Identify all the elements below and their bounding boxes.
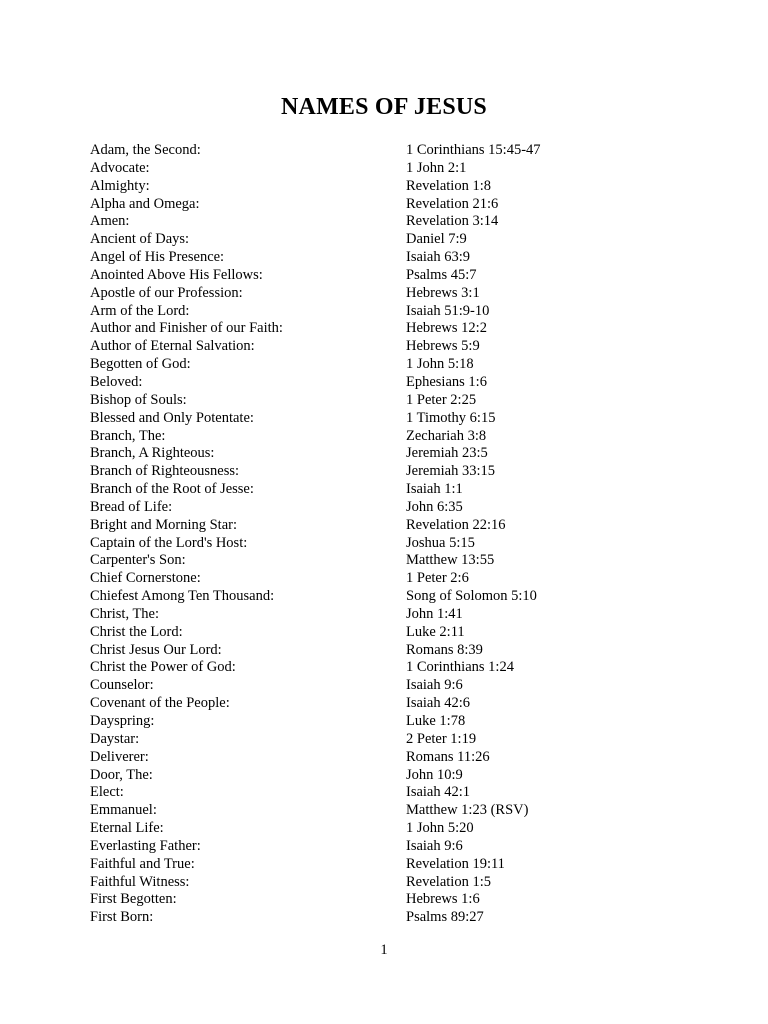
scripture-reference: Daniel 7:9 <box>406 231 467 248</box>
name-label: Adam, the Second: <box>90 142 201 158</box>
list-item <box>90 891 690 909</box>
scripture-reference: Revelation 22:16 <box>406 516 506 533</box>
name-label: Chiefest Among Ten Thousand: <box>90 588 275 605</box>
list-item <box>90 374 690 392</box>
scripture-reference: Jeremiah 33:15 <box>406 463 495 480</box>
name-label: Bread of Life: <box>90 498 173 515</box>
name-label: Everlasting Father: <box>90 837 201 854</box>
list-item <box>90 231 690 249</box>
name-label: Angel of His Presence: <box>90 249 225 266</box>
scripture-reference: Matthew 13:55 <box>406 552 495 569</box>
name-label: Branch of the Root of Jesse: <box>90 481 254 498</box>
name-label: Dayspring: <box>90 713 155 729</box>
name-label: Blessed and Only Potentate: <box>90 409 254 426</box>
name-label: Eternal Life: <box>90 820 164 837</box>
list-item <box>90 178 690 196</box>
name-label: Door, The: <box>90 766 153 783</box>
list-item <box>90 303 690 321</box>
scripture-reference: Joshua 5:15 <box>406 534 475 551</box>
scripture-reference: Isaiah 1:1 <box>406 481 463 498</box>
list-item <box>90 624 690 642</box>
list-item <box>90 320 690 338</box>
list-item <box>90 874 690 892</box>
name-label: Amen: <box>90 213 130 230</box>
scripture-reference: Hebrews 3:1 <box>406 284 480 301</box>
list-item <box>90 642 690 660</box>
scripture-reference: Hebrews 5:9 <box>406 338 480 355</box>
list-item <box>90 338 690 356</box>
scripture-reference: 1 Peter 2:25 <box>406 391 477 408</box>
scripture-reference: Hebrews 12:2 <box>406 320 487 337</box>
scripture-reference: 1 John 5:18 <box>406 356 474 373</box>
list-item <box>90 142 690 160</box>
scripture-reference: John 6:35 <box>406 498 463 515</box>
names-list <box>90 142 690 927</box>
scripture-reference: Isaiah 42:1 <box>406 784 471 801</box>
name-label: Alpha and Omega: <box>90 195 200 212</box>
name-label: Advocate: <box>90 159 150 176</box>
name-label: Branch, A Righteous: <box>90 445 215 462</box>
list-item <box>90 356 690 374</box>
list-item <box>90 659 690 677</box>
scripture-reference: Psalms 45:7 <box>406 266 477 283</box>
scripture-reference: 1 Corinthians 15:45-47 <box>406 142 541 158</box>
scripture-reference: 1 John 2:1 <box>406 159 467 176</box>
name-label: Branch, The: <box>90 427 166 444</box>
list-item <box>90 749 690 767</box>
list-item <box>90 784 690 802</box>
list-item <box>90 267 690 285</box>
name-label: Christ the Lord: <box>90 623 183 640</box>
scripture-reference: Romans 11:26 <box>406 748 490 765</box>
scripture-reference: Zechariah 3:8 <box>406 427 487 444</box>
list-item <box>90 909 690 927</box>
list-item <box>90 677 690 695</box>
name-label: Begotten of God: <box>90 356 191 373</box>
list-item <box>90 213 690 231</box>
page-title: NAMES OF JESUS <box>281 94 487 120</box>
name-label: Author of Eternal Salvation: <box>90 338 255 355</box>
list-item <box>90 517 690 535</box>
scripture-reference: Isaiah 42:6 <box>406 695 471 712</box>
name-label: Deliverer: <box>90 748 149 765</box>
scripture-reference: Psalms 89:27 <box>406 909 484 926</box>
name-label: Emmanuel: <box>90 802 157 819</box>
scripture-reference: 1 John 5:20 <box>406 820 474 837</box>
name-label: Beloved: <box>90 373 143 390</box>
scripture-reference: Isaiah 63:9 <box>406 249 471 266</box>
list-item <box>90 856 690 874</box>
scripture-reference: Revelation 3:14 <box>406 213 499 230</box>
list-item <box>90 499 690 517</box>
list-item <box>90 570 690 588</box>
list-item <box>90 428 690 446</box>
scripture-reference: Revelation 1:5 <box>406 873 491 890</box>
name-label: Christ Jesus Our Lord: <box>90 641 222 658</box>
name-label: Chief Cornerstone: <box>90 570 201 587</box>
scripture-reference: John 10:9 <box>406 766 463 783</box>
list-item <box>90 552 690 570</box>
list-item <box>90 392 690 410</box>
list-item <box>90 838 690 856</box>
scripture-reference: Revelation 19:11 <box>406 855 505 872</box>
scripture-reference: 2 Peter 1:19 <box>406 730 477 747</box>
scripture-reference: Revelation 1:8 <box>406 177 491 194</box>
list-item <box>90 588 690 606</box>
list-item <box>90 410 690 428</box>
scripture-reference: Jeremiah 23:5 <box>406 445 488 462</box>
scripture-reference: Isaiah 9:6 <box>406 837 463 854</box>
scripture-reference: Luke 1:78 <box>406 713 466 729</box>
scripture-reference: Isaiah 9:6 <box>406 677 463 694</box>
scripture-reference: Luke 2:11 <box>406 623 465 640</box>
name-label: Christ, The: <box>90 605 160 622</box>
list-item <box>90 196 690 214</box>
scripture-reference: Revelation 21:6 <box>406 195 499 212</box>
list-item <box>90 731 690 749</box>
list-item <box>90 695 690 713</box>
list-item <box>90 249 690 267</box>
name-label: Arm of the Lord: <box>90 302 190 319</box>
name-label: Elect: <box>90 784 124 801</box>
name-label: Bishop of Souls: <box>90 391 187 408</box>
name-label: Almighty: <box>90 177 150 194</box>
name-label: First Begotten: <box>90 891 177 908</box>
list-item <box>90 606 690 624</box>
name-label: Daystar: <box>90 730 140 747</box>
page-number: 1 <box>380 942 388 958</box>
name-label: Faithful and True: <box>90 855 195 872</box>
name-label: Ancient of Days: <box>90 231 190 248</box>
scripture-reference: Song of Solomon 5:10 <box>406 588 537 605</box>
scripture-reference: 1 Corinthians 1:24 <box>406 659 514 676</box>
name-label: Apostle of our Profession: <box>90 284 243 301</box>
name-label: Anointed Above His Fellows: <box>90 266 263 283</box>
list-item <box>90 445 690 463</box>
list-item <box>90 535 690 553</box>
scripture-reference: 1 Peter 2:6 <box>406 570 469 587</box>
list-item <box>90 463 690 481</box>
list-item <box>90 767 690 785</box>
scripture-reference: Isaiah 51:9-10 <box>406 302 490 319</box>
list-item <box>90 802 690 820</box>
name-label: Carpenter's Son: <box>90 552 186 569</box>
name-label: Author and Finisher of our Faith: <box>90 320 283 337</box>
list-item <box>90 285 690 303</box>
name-label: Captain of the Lord's Host: <box>90 534 248 551</box>
name-label: Bright and Morning Star: <box>90 516 238 533</box>
name-label: Faithful Witness: <box>90 873 190 890</box>
list-item <box>90 713 690 731</box>
name-label: Counselor: <box>90 677 154 694</box>
scripture-reference: Hebrews 1:6 <box>406 891 480 908</box>
scripture-reference: 1 Timothy 6:15 <box>406 409 496 426</box>
list-item <box>90 160 690 178</box>
list-item <box>90 481 690 499</box>
name-label: Branch of Righteousness: <box>90 463 240 480</box>
name-label: Christ the Power of God: <box>90 659 236 676</box>
scripture-reference: Ephesians 1:6 <box>406 373 487 390</box>
scripture-reference: John 1:41 <box>406 605 463 622</box>
name-label: Covenant of the People: <box>90 695 230 712</box>
scripture-reference: Romans 8:39 <box>406 641 483 658</box>
scripture-reference: Matthew 1:23 (RSV) <box>406 802 529 819</box>
name-label: First Born: <box>90 909 154 926</box>
list-item <box>90 820 690 838</box>
